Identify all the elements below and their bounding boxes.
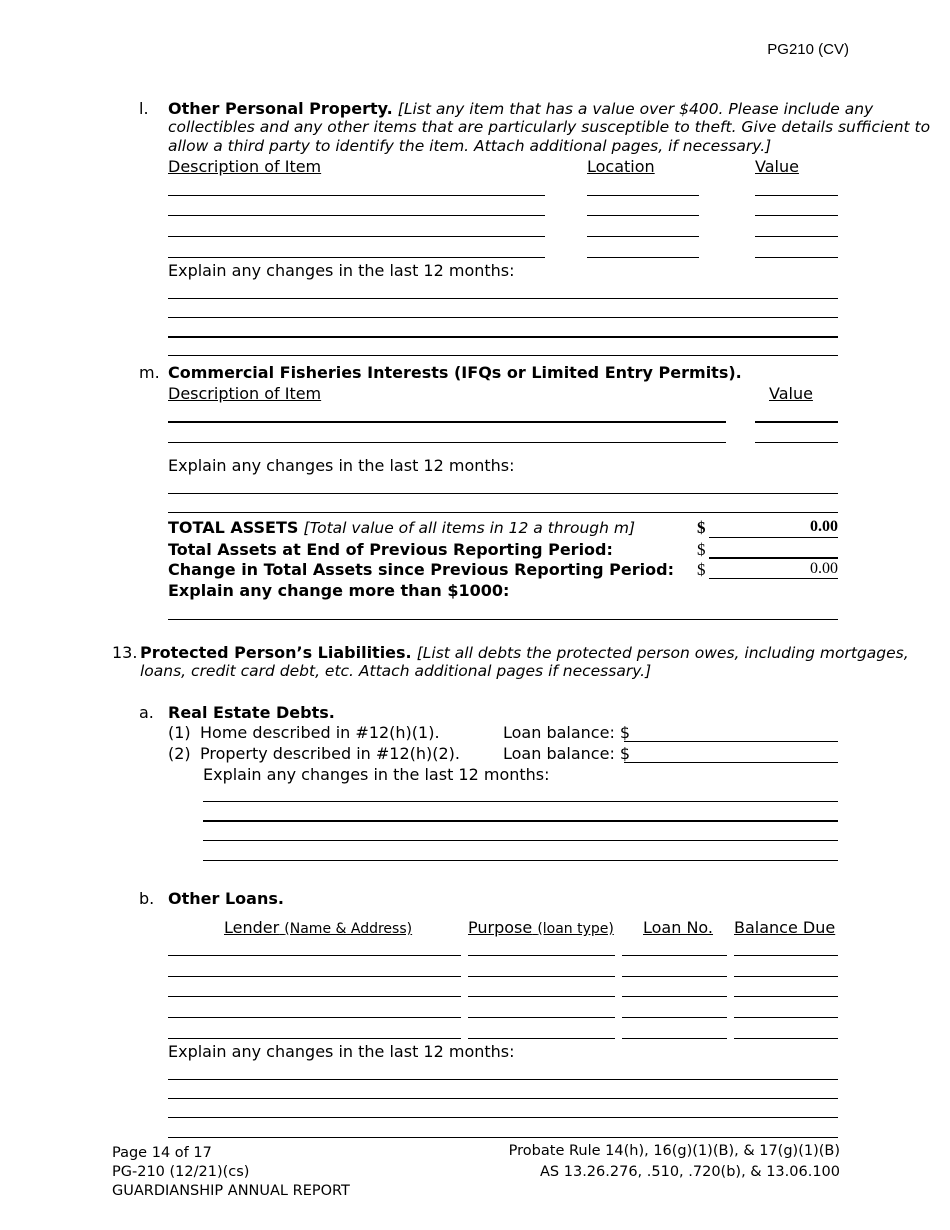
balance-field-5[interactable]	[734, 1038, 838, 1039]
section-l-explain-line-2[interactable]	[168, 317, 838, 318]
col-lender	[224, 918, 412, 937]
section-l-col-description: Description of Item	[168, 157, 322, 176]
loan-no-field-1[interactable]	[622, 955, 727, 956]
total-assets-note: [Total value of all items in 12 a through m]	[303, 519, 636, 537]
footer-form-name: GUARDIANSHIP ANNUAL REPORT	[112, 1183, 350, 1199]
section-13b-explain-label: Explain any changes in the last 12 months:	[168, 1042, 515, 1061]
loan-no-field-2[interactable]	[622, 976, 727, 977]
loan-no-field-4[interactable]	[622, 1017, 727, 1018]
value-field-3[interactable]	[755, 236, 838, 237]
total-assets-value: 0.00	[810, 518, 838, 535]
footer-form-id: PG-210 (12/21)(cs)	[112, 1164, 250, 1180]
loan-no-field-3[interactable]	[622, 996, 727, 997]
description-field-3[interactable]	[168, 236, 545, 237]
section-l-instruction-3: allow a third party to identify the item. Attach additional pages, if necessary.]	[168, 137, 772, 155]
item1-num: (1)	[168, 723, 191, 742]
purpose-field-5[interactable]	[468, 1038, 615, 1039]
item2-num: (2)	[168, 744, 191, 763]
section-l-explain-line-4[interactable]	[168, 355, 838, 356]
section-l-col-location: Location	[587, 157, 655, 176]
item2-label: Property described in #12(h)(2).	[200, 744, 460, 763]
col-purpose-sub: (loan type)	[537, 921, 614, 937]
section-m-explain-line-2[interactable]	[168, 512, 838, 513]
section-m-col-value: Value	[769, 384, 813, 403]
section-l-marker: l.	[139, 99, 149, 118]
section-l-col-value: Value	[755, 157, 799, 176]
purpose-field-2[interactable]	[468, 976, 615, 977]
footer-rule-1: Probate Rule 14(h), 16(g)(1)(B), & 17(g)(1)(B)	[508, 1143, 840, 1159]
item1-balance-field[interactable]	[624, 741, 838, 742]
section-13a-title: Real Estate Debts.	[168, 703, 335, 722]
section-m-col-description: Description of Item	[168, 384, 322, 403]
change-value: 0.00	[810, 560, 838, 577]
purpose-field-4[interactable]	[468, 1017, 615, 1018]
balance-field-2[interactable]	[734, 976, 838, 977]
prev-period-label: Total Assets at End of Previous Reporting Period:	[168, 540, 613, 559]
fisheries-value-field-2[interactable]	[755, 442, 838, 443]
section-13-instruction-2: loans, credit card debt, etc. Attach additional pages if necessary.]	[140, 662, 652, 680]
section-l-explain-label: Explain any changes in the last 12 months:	[168, 261, 515, 280]
section-13a-marker: a.	[139, 703, 154, 722]
section-13a-explain-line-4[interactable]	[203, 860, 838, 861]
col-loan-no: Loan No.	[643, 918, 714, 937]
item1-balance-label: Loan balance: $	[503, 723, 631, 742]
fisheries-description-field-2[interactable]	[168, 442, 726, 443]
location-field-4[interactable]	[587, 257, 699, 258]
section-l-instruction-2: collectibles and any other items that are particularly susceptible to theft. Give details sufficient to	[168, 118, 931, 136]
footer-rule-2: AS 13.26.276, .510, .720(b), & 13.06.100	[540, 1164, 840, 1180]
section-13b-title: Other Loans.	[168, 889, 284, 908]
lender-field-5[interactable]	[168, 1038, 461, 1039]
description-field-1[interactable]	[168, 195, 545, 196]
section-13a-explain-line-2[interactable]	[203, 820, 838, 822]
purpose-field-3[interactable]	[468, 996, 615, 997]
section-13-instruction-1: [List all debts the protected person owes, including mortgages,	[416, 644, 909, 662]
total-assets-currency: $	[697, 518, 706, 537]
form-code: PG210 (CV)	[767, 41, 849, 58]
col-purpose	[468, 918, 614, 937]
item2-balance-field[interactable]	[624, 762, 838, 763]
change-field[interactable]	[709, 578, 838, 579]
section-13a-explain-label: Explain any changes in the last 12 months:	[203, 765, 550, 784]
total-assets-label: TOTAL ASSETS	[168, 518, 299, 537]
location-field-2[interactable]	[587, 215, 699, 216]
section-l-title: Other Personal Property.	[168, 99, 393, 118]
purpose-field-1[interactable]	[468, 955, 615, 956]
section-m-marker: m.	[139, 363, 160, 382]
section-13b-explain-line-1[interactable]	[168, 1079, 838, 1080]
balance-field-4[interactable]	[734, 1017, 838, 1018]
description-field-2[interactable]	[168, 215, 545, 216]
change-currency: $	[697, 560, 706, 579]
section-l-instruction-1: [List any item that has a value over $400. Please include any	[397, 100, 874, 118]
balance-field-1[interactable]	[734, 955, 838, 956]
section-m-title: Commercial Fisheries Interests (IFQs or Limited Entry Permits).	[168, 363, 742, 382]
item1-label: Home described in #12(h)(1).	[200, 723, 440, 742]
explain-change-label: Explain any change more than $1000:	[168, 581, 510, 600]
section-13b-explain-line-3[interactable]	[168, 1117, 838, 1118]
item2-balance-label: Loan balance: $	[503, 744, 631, 763]
lender-field-2[interactable]	[168, 976, 461, 977]
value-field-4[interactable]	[755, 257, 838, 258]
section-13b-explain-line-4[interactable]	[168, 1137, 838, 1138]
lender-field-1[interactable]	[168, 955, 461, 956]
loan-no-field-5[interactable]	[622, 1038, 727, 1039]
value-field-1[interactable]	[755, 195, 838, 196]
section-13b-marker: b.	[139, 889, 155, 908]
location-field-1[interactable]	[587, 195, 699, 196]
prev-period-currency: $	[697, 540, 706, 559]
section-13b-explain-line-2[interactable]	[168, 1098, 838, 1099]
total-assets-field[interactable]	[709, 537, 838, 538]
prev-period-field[interactable]	[709, 557, 838, 559]
fisheries-description-field-1[interactable]	[168, 421, 726, 423]
section-l-explain-line-1[interactable]	[168, 298, 838, 299]
col-lender-sub: (Name & Address)	[284, 921, 413, 937]
change-label: Change in Total Assets since Previous Reporting Period:	[168, 560, 674, 579]
location-field-3[interactable]	[587, 236, 699, 237]
section-m-explain-label: Explain any changes in the last 12 months:	[168, 456, 515, 475]
col-purpose-label: Purpose	[468, 918, 533, 937]
section-13a-explain-line-1[interactable]	[203, 801, 838, 802]
section-13a-explain-line-3[interactable]	[203, 840, 838, 841]
fisheries-value-field-1[interactable]	[755, 421, 838, 423]
lender-field-4[interactable]	[168, 1017, 461, 1018]
value-field-2[interactable]	[755, 215, 838, 216]
section-13-marker: 13.	[112, 643, 138, 662]
lender-field-3[interactable]	[168, 996, 461, 997]
section-13-title: Protected Person’s Liabilities.	[140, 643, 412, 662]
col-lender-label: Lender	[224, 918, 280, 937]
footer-page-number: Page 14 of 17	[112, 1145, 212, 1161]
section-l-explain-line-3[interactable]	[168, 336, 838, 338]
section-m-explain-line-1[interactable]	[168, 493, 838, 494]
balance-field-3[interactable]	[734, 996, 838, 997]
explain-change-line[interactable]	[168, 619, 838, 620]
description-field-4[interactable]	[168, 257, 545, 258]
col-balance-due: Balance Due	[734, 918, 836, 937]
